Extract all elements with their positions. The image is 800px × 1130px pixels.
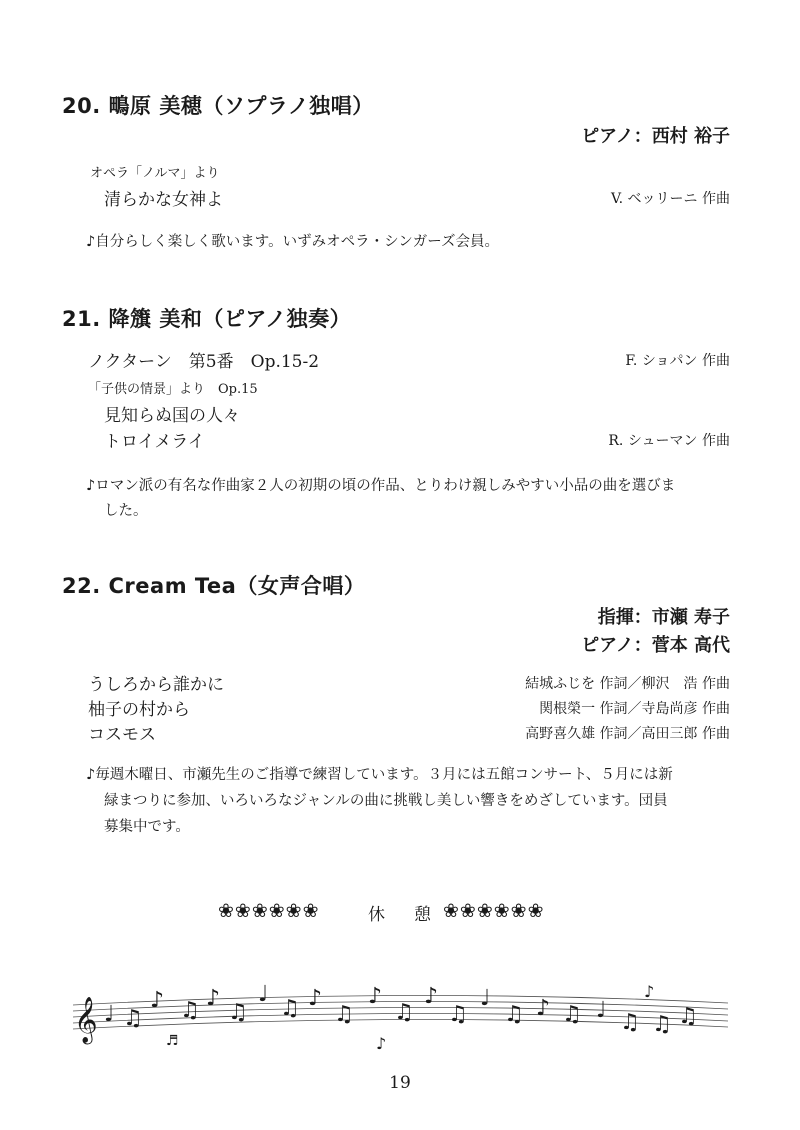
piece-title-21-nocturne: ノクターン 第5番 Op.15-2: [88, 352, 320, 372]
role-piano-20: ピアノ：西村 裕子: [581, 126, 730, 147]
svg-text:♪: ♪: [150, 988, 165, 1013]
svg-text:♪: ♪: [536, 996, 551, 1021]
note-22-line-2: 緑まつりに参加、いろいろなジャンルの曲に挑戦し美しい響きをめざしています。団員: [104, 793, 668, 809]
composer-22-1: 結城ふじを 作詞／柳沢 浩 作曲: [525, 676, 730, 692]
svg-text:♫: ♫: [652, 1012, 672, 1037]
svg-text:♩: ♩: [258, 982, 269, 1007]
note-22-line-3: 募集中です。: [104, 819, 190, 835]
svg-text:♩: ♩: [480, 986, 491, 1011]
composer-22-3: 高野喜久雄 作詞／高田三郎 作曲: [525, 726, 730, 742]
piece-title-20: 清らかな女神よ: [104, 190, 223, 210]
composer-20: V. ベッリーニ 作曲: [610, 191, 730, 207]
svg-text:♪: ♪: [308, 986, 323, 1011]
svg-text:♫: ♫: [504, 1002, 524, 1027]
svg-text:♫: ♫: [180, 998, 200, 1023]
role-piano-22: ピアノ：菅本 高代: [581, 635, 730, 656]
svg-text:♫: ♫: [280, 996, 300, 1021]
note-22-line-1: ♪毎週木曜日、市瀬先生のご指導で練習しています。３月には五館コンサート、５月には新: [86, 767, 673, 783]
section-heading-22: 22. Cream Tea（女声合唱）: [62, 574, 366, 598]
svg-text:♫: ♫: [394, 1000, 414, 1025]
note-20: ♪自分らしく楽しく歌います。いずみオペラ・シンガーズ会員。: [86, 234, 500, 250]
flower-decoration-left: ❀❀❀❀❀❀: [218, 900, 320, 922]
svg-text:♬: ♬: [166, 1033, 179, 1049]
note-21-line-1: ♪ロマン派の有名な作曲家２人の初期の頃の作品、とりわけ親しみやすい小品の曲を選びま: [86, 478, 676, 494]
svg-text:♪: ♪: [644, 982, 655, 1001]
svg-text:♪: ♪: [368, 984, 383, 1009]
svg-text:𝄞: 𝄞: [74, 997, 98, 1043]
piece-source-20: オペラ「ノルマ」より: [90, 166, 220, 181]
note-21-line-2: した。: [104, 503, 148, 519]
piece-title-21-traumerei: トロイメライ: [104, 432, 205, 452]
section-heading-20: 20. 鴫原 美穂（ソプラノ独唱）: [62, 94, 374, 118]
svg-text:♪: ♪: [206, 986, 221, 1011]
svg-text:♫: ♫: [448, 1002, 468, 1027]
section-heading-21: 21. 降籏 美和（ピアノ独奏）: [62, 307, 352, 331]
composer-21-chopin: F. ショパン 作曲: [625, 353, 730, 369]
svg-text:♫: ♫: [334, 1002, 354, 1027]
svg-text:♫: ♫: [562, 1002, 582, 1027]
page-number: 19: [389, 1073, 411, 1093]
music-staff-notes-icon: [68, 975, 748, 1055]
svg-text:♫: ♫: [620, 1010, 640, 1035]
intermission-label: 休 憩: [368, 905, 437, 925]
composer-22-2: 関根榮一 作詞／寺島尚彦 作曲: [539, 701, 730, 717]
piece-source-21: 「子供の情景」より Op.15: [88, 382, 258, 397]
piece-title-22-3: コスモス: [88, 725, 156, 745]
role-conductor-22: 指揮：市瀬 寿子: [597, 607, 730, 628]
svg-text:♪: ♪: [376, 1034, 387, 1053]
svg-text:♩: ♩: [596, 998, 607, 1023]
piece-title-22-2: 柚子の村から: [88, 700, 190, 720]
piece-title-21-strange-lands: 見知らぬ国の人々: [104, 406, 240, 426]
svg-text:♫: ♫: [123, 1006, 143, 1031]
svg-text:♫: ♫: [678, 1004, 698, 1029]
flower-decoration-right: ❀❀❀❀❀❀: [443, 900, 545, 922]
svg-text:♫: ♫: [228, 1000, 248, 1025]
svg-text:♩: ♩: [104, 1002, 115, 1027]
composer-21-schumann: R. シューマン 作曲: [608, 433, 730, 449]
piece-title-22-1: うしろから誰かに: [88, 675, 224, 695]
svg-text:♪: ♪: [424, 984, 439, 1009]
